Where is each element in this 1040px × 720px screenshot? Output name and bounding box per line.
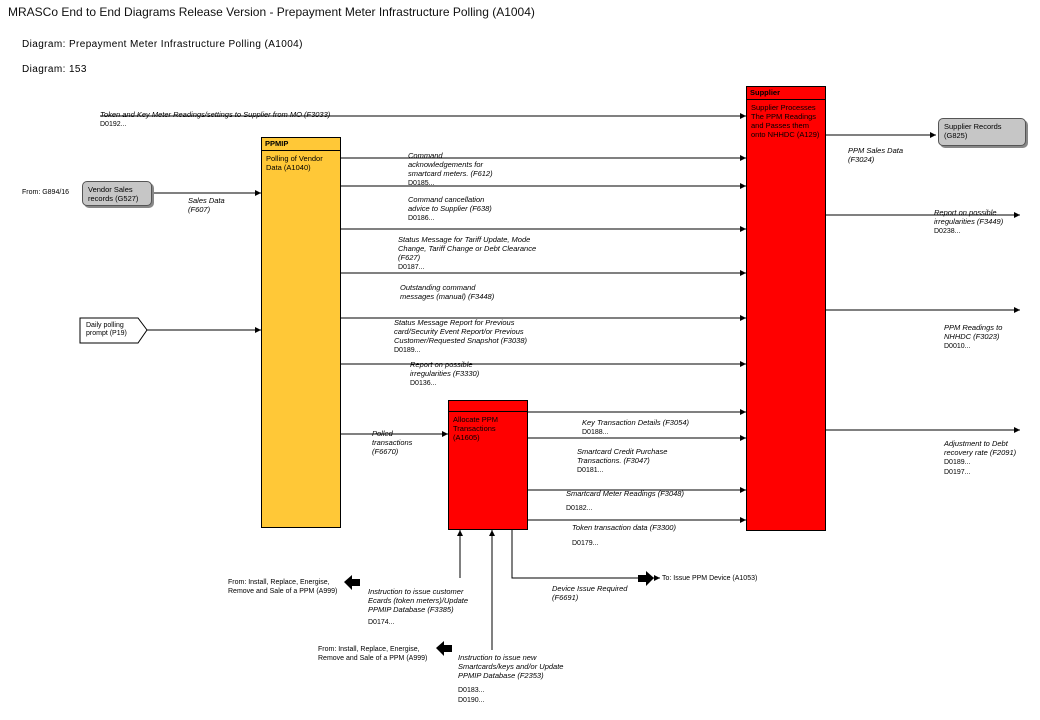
flow-status-prev: Status Message Report for Previous card/Security Event Report/or Previous Customer/Requested Snapshot (F3038) D0189... <box>394 318 527 354</box>
flow-polled: Polled transactions (F6670) <box>372 429 413 456</box>
process-title: Supplier Processes The PPM Readings and Passes them onto NHHDC (A129) <box>751 103 820 139</box>
flow-cmd-ack: Command acknowledgements for smartcard meters. (F612) D0185... <box>408 151 493 187</box>
flow-instr-customer: Instruction to issue customer Ecards (token meters)/Update PPMIP Database (F3385) D0174... <box>368 587 469 626</box>
flow-report-irreg-2: Report on possible irregularities (F3449) D0238... <box>934 208 1004 235</box>
daily-polling-label: Daily polling prompt (P19) <box>86 322 127 337</box>
from-vendor: From: G894/16 <box>22 189 70 196</box>
flow-outstanding: Outstanding command messages (manual) (F3448) <box>400 283 495 301</box>
flow-token-txn: Token transaction data (F3300) D0179... <box>572 523 676 547</box>
flow-sales-data: Sales Data (F607) <box>188 196 225 214</box>
external-supplier-records[interactable]: Supplier Records (G825) <box>938 118 1026 146</box>
process-supplier[interactable] <box>746 86 826 531</box>
flow-device-issue: Device Issue Required (F6691) <box>552 584 628 602</box>
from-install-1: From: Install, Replace, Energise, Remove and Sale of a PPM (A999) <box>228 579 338 595</box>
process-title: Allocate PPM Transactions (A1605) <box>453 415 499 442</box>
left-arrow-icon <box>344 575 360 590</box>
flow-adjustment: Adjustment to Debt recovery rate (F2091) D0189... D0197... <box>944 439 1017 476</box>
flow-smartcard-credit: Smartcard Credit Purchase Transactions. (F3047) D0181... <box>577 447 668 474</box>
flow-key-txn: Key Transaction Details (F3054) D0188... <box>582 418 689 436</box>
process-ppmip[interactable] <box>261 137 341 528</box>
process-role: Supplier <box>747 87 825 100</box>
process-allocate[interactable] <box>448 400 528 530</box>
flow-smartcard-meter: Smartcard Meter Readings (F3048) D0182... <box>566 489 684 512</box>
flow-status-tariff: Status Message for Tariff Update, Mode Change, Tariff Change or Debt Clearance (F627) D0187... <box>398 235 537 271</box>
flow-cmd-cancel: Command cancellation advice to Supplier (F638) D0186... <box>408 195 492 222</box>
flow-ppm-readings: PPM Readings to NHHDC (F3023) D0010... <box>944 323 1003 350</box>
right-arrow-icon <box>638 571 654 586</box>
flow-instr-new: Instruction to issue new Smartcards/keys and/or Update PPMIP Database (F2353) D0183... D0190... <box>458 653 564 704</box>
left-arrow-icon <box>436 641 452 656</box>
from-install-2: From: Install, Replace, Energise, Remove and Sale of a PPM (A999) <box>318 646 428 662</box>
external-vendor-sales[interactable]: Vendor Sales records (G527) <box>82 181 152 206</box>
flow-ppm-sales: PPM Sales Data (F3024) <box>848 146 904 164</box>
process-title: Polling of Vendor Data (A1040) <box>266 154 323 172</box>
flow-report-irreg-1: Report on possible irregularities (F3330) D0136... <box>410 360 480 387</box>
page-title: MRASCo End to End Diagrams Release Version - Prepayment Meter Infrastructure Polling (A1004) <box>8 5 535 19</box>
to-issue: To: Issue PPM Device (A1053) <box>662 575 758 582</box>
diagram-number: Diagram: 153 <box>22 64 87 75</box>
process-role <box>449 401 527 412</box>
diagram-name: Diagram: Prepayment Meter Infrastructure Polling (A1004) <box>22 39 303 50</box>
process-role: PPMIP <box>262 138 340 151</box>
flow-token-key: Token and Key Meter Readings/settings to Supplier from MO (F3033) D0192... <box>100 110 331 128</box>
